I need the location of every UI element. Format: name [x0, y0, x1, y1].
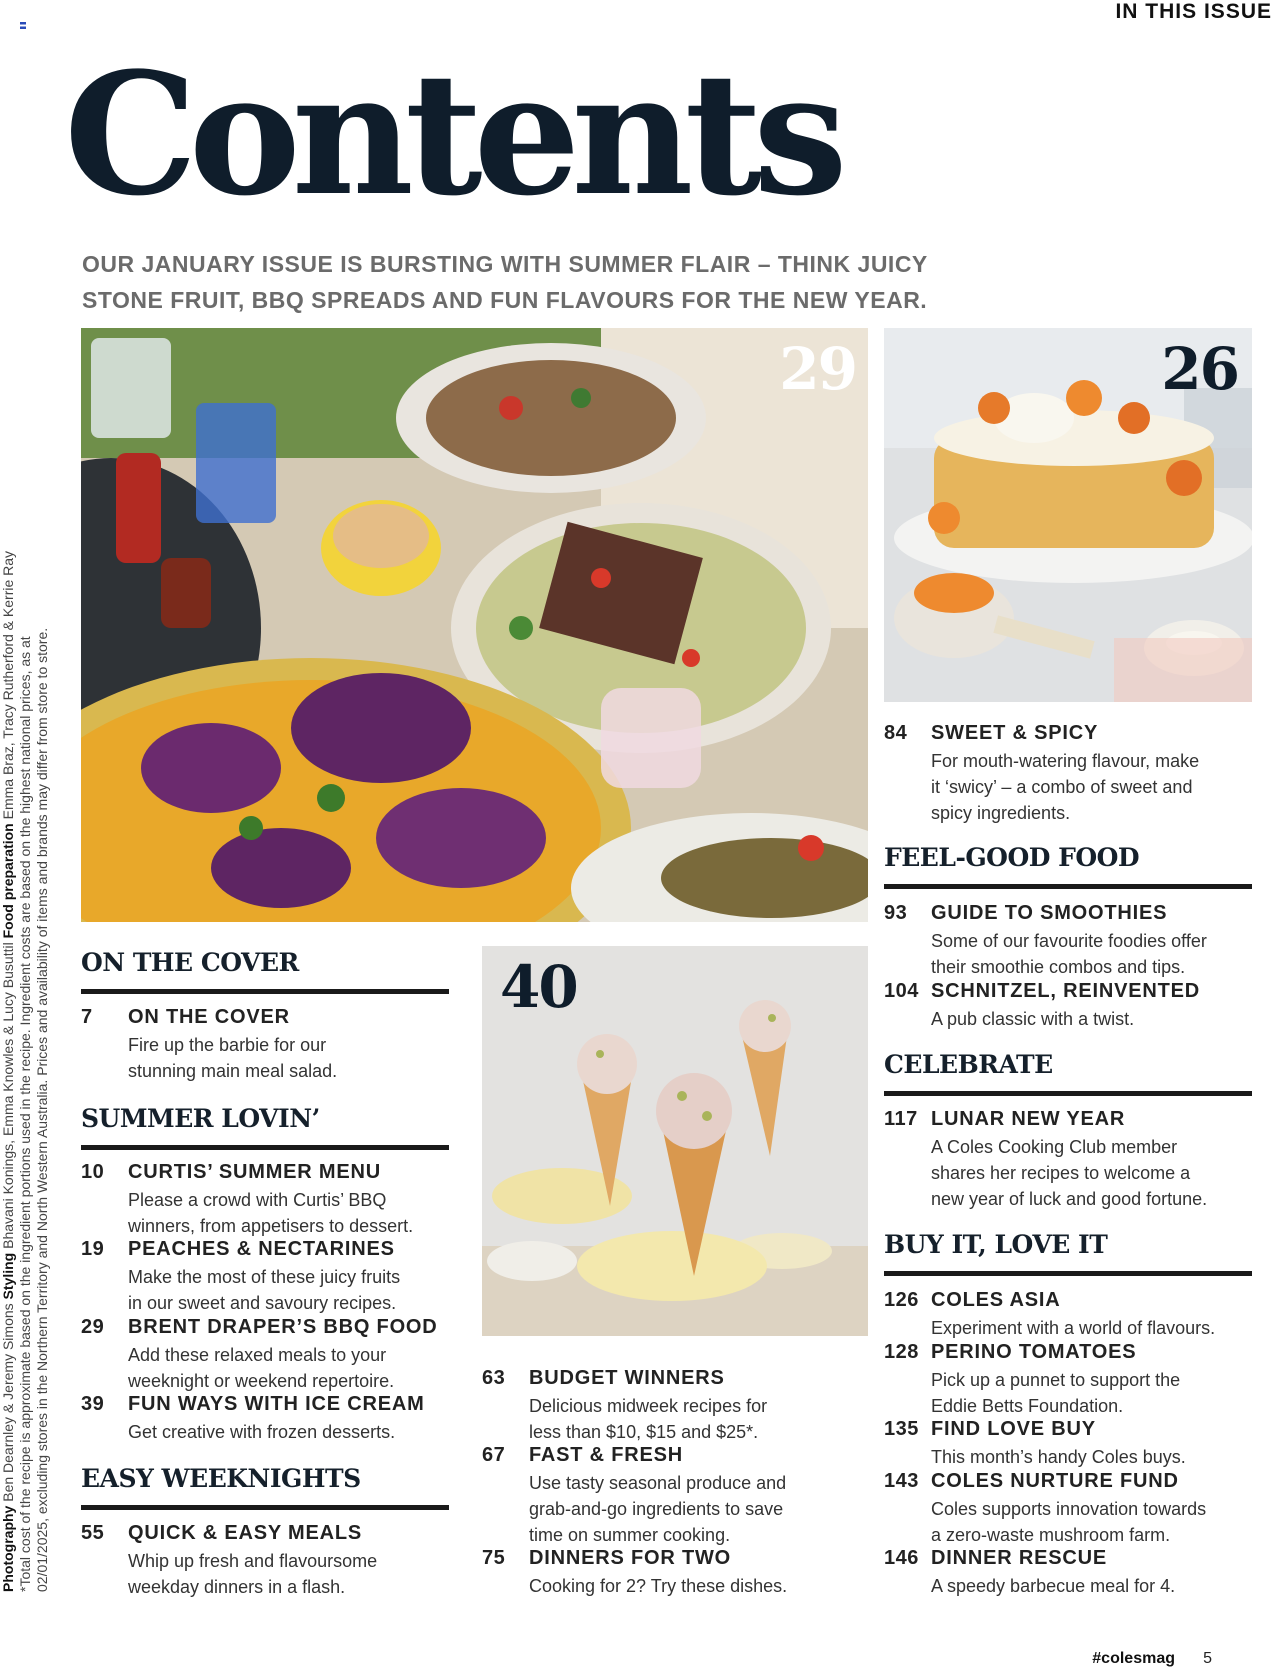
- intro-text: [82, 246, 1002, 318]
- entry-page-number: 10: [81, 1161, 105, 1183]
- section-heading: SUMMER LOVIN’: [81, 1104, 449, 1150]
- entry-title: FUN WAYS WITH ICE CREAM: [128, 1393, 425, 1415]
- desc-line: spicy ingredients.: [931, 803, 1071, 823]
- desc-line: weekday dinners in a flash.: [128, 1577, 346, 1597]
- bbq-photo[interactable]: [81, 328, 868, 922]
- entry-title: SCHNITZEL, REINVENTED: [931, 980, 1201, 1002]
- entry-description: [931, 1006, 1134, 1032]
- entry-description: [931, 928, 1207, 980]
- entry-page-number: 126: [884, 1289, 919, 1311]
- desc-line: Whip up fresh and flavoursome: [128, 1551, 378, 1571]
- desc-line: Add these relaxed meals to your: [128, 1345, 387, 1365]
- desc-line: less than $10, $15 and $25*.: [529, 1422, 759, 1442]
- entry-page-number: 29: [81, 1316, 105, 1338]
- desc-line: A pub classic with a twist.: [931, 1009, 1135, 1029]
- desc-line: Experiment with a world of flavours.: [931, 1318, 1216, 1338]
- desc-line: a zero-waste mushroom farm.: [931, 1525, 1171, 1545]
- toc-entry[interactable]: [81, 1238, 461, 1314]
- entry-title: CURTIS’ SUMMER MENU: [128, 1161, 381, 1183]
- entry-page-number: 128: [884, 1341, 919, 1363]
- credits-value: Bhavani Konings, Emma Knowles & Lucy Busuttil: [0, 942, 16, 1249]
- cake-photo[interactable]: [884, 328, 1252, 702]
- toc-entry[interactable]: [482, 1444, 868, 1546]
- toc-entry[interactable]: [884, 1547, 1264, 1597]
- page-number-29: 29: [779, 335, 856, 403]
- section-label: IN THIS ISSUE: [1115, 0, 1272, 23]
- desc-line: Fire up the barbie for our: [128, 1035, 327, 1055]
- hashtag: #colesmag: [1092, 1650, 1175, 1667]
- entry-page-number: 143: [884, 1470, 919, 1492]
- credits-label: Food preparation: [0, 823, 16, 939]
- entry-page-number: 93: [884, 902, 908, 924]
- desc-line: winners, from appetisers to dessert.: [128, 1216, 414, 1236]
- desc-line: A Coles Cooking Club member: [931, 1137, 1178, 1157]
- desc-line: their smoothie combos and tips.: [931, 957, 1186, 977]
- entry-title: SWEET & SPICY: [931, 722, 1099, 744]
- flag-icon: [20, 22, 26, 29]
- entry-page-number: 55: [81, 1522, 105, 1544]
- icecream-photo[interactable]: [482, 946, 868, 1336]
- side-credits: [0, 452, 51, 1592]
- entry-page-number: 84: [884, 722, 908, 744]
- desc-line: Please a crowd with Curtis’ BBQ: [128, 1190, 387, 1210]
- entry-title: DINNERS FOR TWO: [529, 1547, 731, 1569]
- desc-line: Coles supports innovation towards: [931, 1499, 1207, 1519]
- entry-page-number: 19: [81, 1238, 105, 1260]
- section-heading: ON THE COVER: [81, 948, 449, 994]
- entry-description: [931, 748, 1199, 826]
- entry-description: [128, 1342, 394, 1394]
- page-title: Contents: [64, 35, 839, 233]
- desc-line: new year of luck and good fortune.: [931, 1189, 1208, 1209]
- entry-description: [128, 1032, 337, 1084]
- entry-title: DINNER RESCUE: [931, 1547, 1107, 1569]
- disclaimer-line: *Total cost of the recipe is approximate based on the ingredient portions used in the recipe. Ingredient costs are based on the highest national prices, as at: [17, 636, 33, 1592]
- section-heading: FEEL-GOOD FOOD: [884, 843, 1252, 889]
- entry-description: [529, 1470, 786, 1548]
- section-heading: CELEBRATE: [884, 1050, 1252, 1096]
- credits-label: Photography: [0, 1505, 16, 1592]
- credits-line: [0, 452, 17, 1592]
- entry-title: FIND LOVE BUY: [931, 1418, 1096, 1440]
- credits-value: Emma Braz, Tracy Rutherford & Kerrie Ray: [0, 550, 16, 820]
- credits-label: Styling: [0, 1252, 16, 1300]
- entry-description: [529, 1393, 767, 1445]
- entry-title: COLES ASIA: [931, 1289, 1061, 1311]
- entry-page-number: 104: [884, 980, 919, 1002]
- desc-line: grab-and-go ingredients to save: [529, 1499, 784, 1519]
- entry-page-number: 75: [482, 1547, 506, 1569]
- toc-entry[interactable]: [884, 1470, 1264, 1546]
- entry-page-number: 146: [884, 1547, 919, 1569]
- toc-entry[interactable]: [81, 1522, 461, 1598]
- toc-entry[interactable]: [81, 1161, 461, 1237]
- desc-line: shares her recipes to welcome a: [931, 1163, 1191, 1183]
- desc-line: Make the most of these juicy fruits: [128, 1267, 401, 1287]
- entry-description: [529, 1573, 787, 1599]
- entry-title: BUDGET WINNERS: [529, 1367, 725, 1389]
- intro-line: OUR JANUARY ISSUE IS BURSTING WITH SUMMER FLAIR – THINK JUICY: [82, 251, 928, 277]
- page-number-40: 40: [500, 953, 577, 1021]
- bbq-photo-art: [81, 328, 868, 922]
- desc-line: stunning main meal salad.: [128, 1061, 338, 1081]
- desc-line: Some of our favourite foodies offer: [931, 931, 1207, 951]
- toc-entry[interactable]: [884, 1341, 1264, 1417]
- section-heading: BUY IT, LOVE IT: [884, 1230, 1252, 1276]
- desc-line: Get creative with frozen desserts.: [128, 1422, 396, 1442]
- toc-entry[interactable]: [884, 722, 1264, 824]
- entry-page-number: 39: [81, 1393, 105, 1415]
- entry-description: [128, 1264, 400, 1316]
- entry-title: GUIDE TO SMOOTHIES: [931, 902, 1168, 924]
- entry-page-number: 117: [884, 1108, 918, 1130]
- intro-line: STONE FRUIT, BBQ SPREADS AND FUN FLAVOURS FOR THE NEW YEAR.: [82, 287, 928, 313]
- page-number: 5: [1203, 1650, 1212, 1667]
- entry-description: [931, 1573, 1175, 1599]
- entry-description: [931, 1444, 1186, 1470]
- entry-description: [931, 1496, 1206, 1548]
- toc-entry[interactable]: [81, 1316, 461, 1392]
- toc-entry[interactable]: [81, 1393, 461, 1443]
- desc-line: For mouth-watering flavour, make: [931, 751, 1200, 771]
- entry-page-number: 135: [884, 1418, 919, 1440]
- desc-line: Eddie Betts Foundation.: [931, 1396, 1124, 1416]
- entry-description: [931, 1315, 1215, 1341]
- desc-line: This month’s handy Coles buys.: [931, 1447, 1186, 1467]
- desc-line: Use tasty seasonal produce and: [529, 1473, 787, 1493]
- entry-description: [128, 1548, 377, 1600]
- desc-line: Pick up a punnet to support the: [931, 1370, 1181, 1390]
- credits-value: Ben Dearnley & Jeremy Simons: [0, 1303, 16, 1502]
- page-number-26: 26: [1161, 335, 1238, 403]
- entry-title: PERINO TOMATOES: [931, 1341, 1137, 1363]
- desc-line: weeknight or weekend repertoire.: [128, 1371, 395, 1391]
- entry-title: QUICK & EASY MEALS: [128, 1522, 363, 1544]
- entry-page-number: 7: [81, 1006, 93, 1028]
- entry-title: ON THE COVER: [128, 1006, 290, 1028]
- entry-description: [128, 1187, 413, 1239]
- disclaimer-line: 02/01/2025, excluding stores in the Northern Territory and North Western Australia. Prices and availability of items and brands may differ from store to store.: [34, 627, 50, 1592]
- entry-title: FAST & FRESH: [529, 1444, 684, 1466]
- entry-description: [128, 1419, 395, 1445]
- entry-page-number: 67: [482, 1444, 506, 1466]
- desc-line: time on summer cooking.: [529, 1525, 731, 1545]
- entry-title: BRENT DRAPER’S BBQ FOOD: [128, 1316, 438, 1338]
- desc-line: in our sweet and savoury recipes.: [128, 1293, 397, 1313]
- desc-line: Cooking for 2? Try these dishes.: [529, 1576, 788, 1596]
- desc-line: Delicious midweek recipes for: [529, 1396, 768, 1416]
- toc-entry[interactable]: [482, 1367, 868, 1443]
- toc-entry[interactable]: [884, 1418, 1264, 1468]
- toc-entry[interactable]: [884, 1108, 1264, 1210]
- entry-title: COLES NURTURE FUND: [931, 1470, 1179, 1492]
- entry-page-number: 63: [482, 1367, 506, 1389]
- section-heading: EASY WEEKNIGHTS: [81, 1464, 449, 1510]
- toc-entry[interactable]: [884, 980, 1264, 1030]
- toc-entry[interactable]: [81, 1006, 449, 1082]
- toc-entry[interactable]: [884, 902, 1264, 978]
- entry-title: LUNAR NEW YEAR: [931, 1108, 1126, 1130]
- toc-entry[interactable]: [884, 1289, 1264, 1339]
- toc-entry[interactable]: [482, 1547, 868, 1597]
- entry-description: [931, 1367, 1180, 1419]
- desc-line: it ‘swicy’ – a combo of sweet and: [931, 777, 1193, 797]
- desc-line: A speedy barbecue meal for 4.: [931, 1576, 1176, 1596]
- entry-title: PEACHES & NECTARINES: [128, 1238, 395, 1260]
- entry-description: [931, 1134, 1207, 1212]
